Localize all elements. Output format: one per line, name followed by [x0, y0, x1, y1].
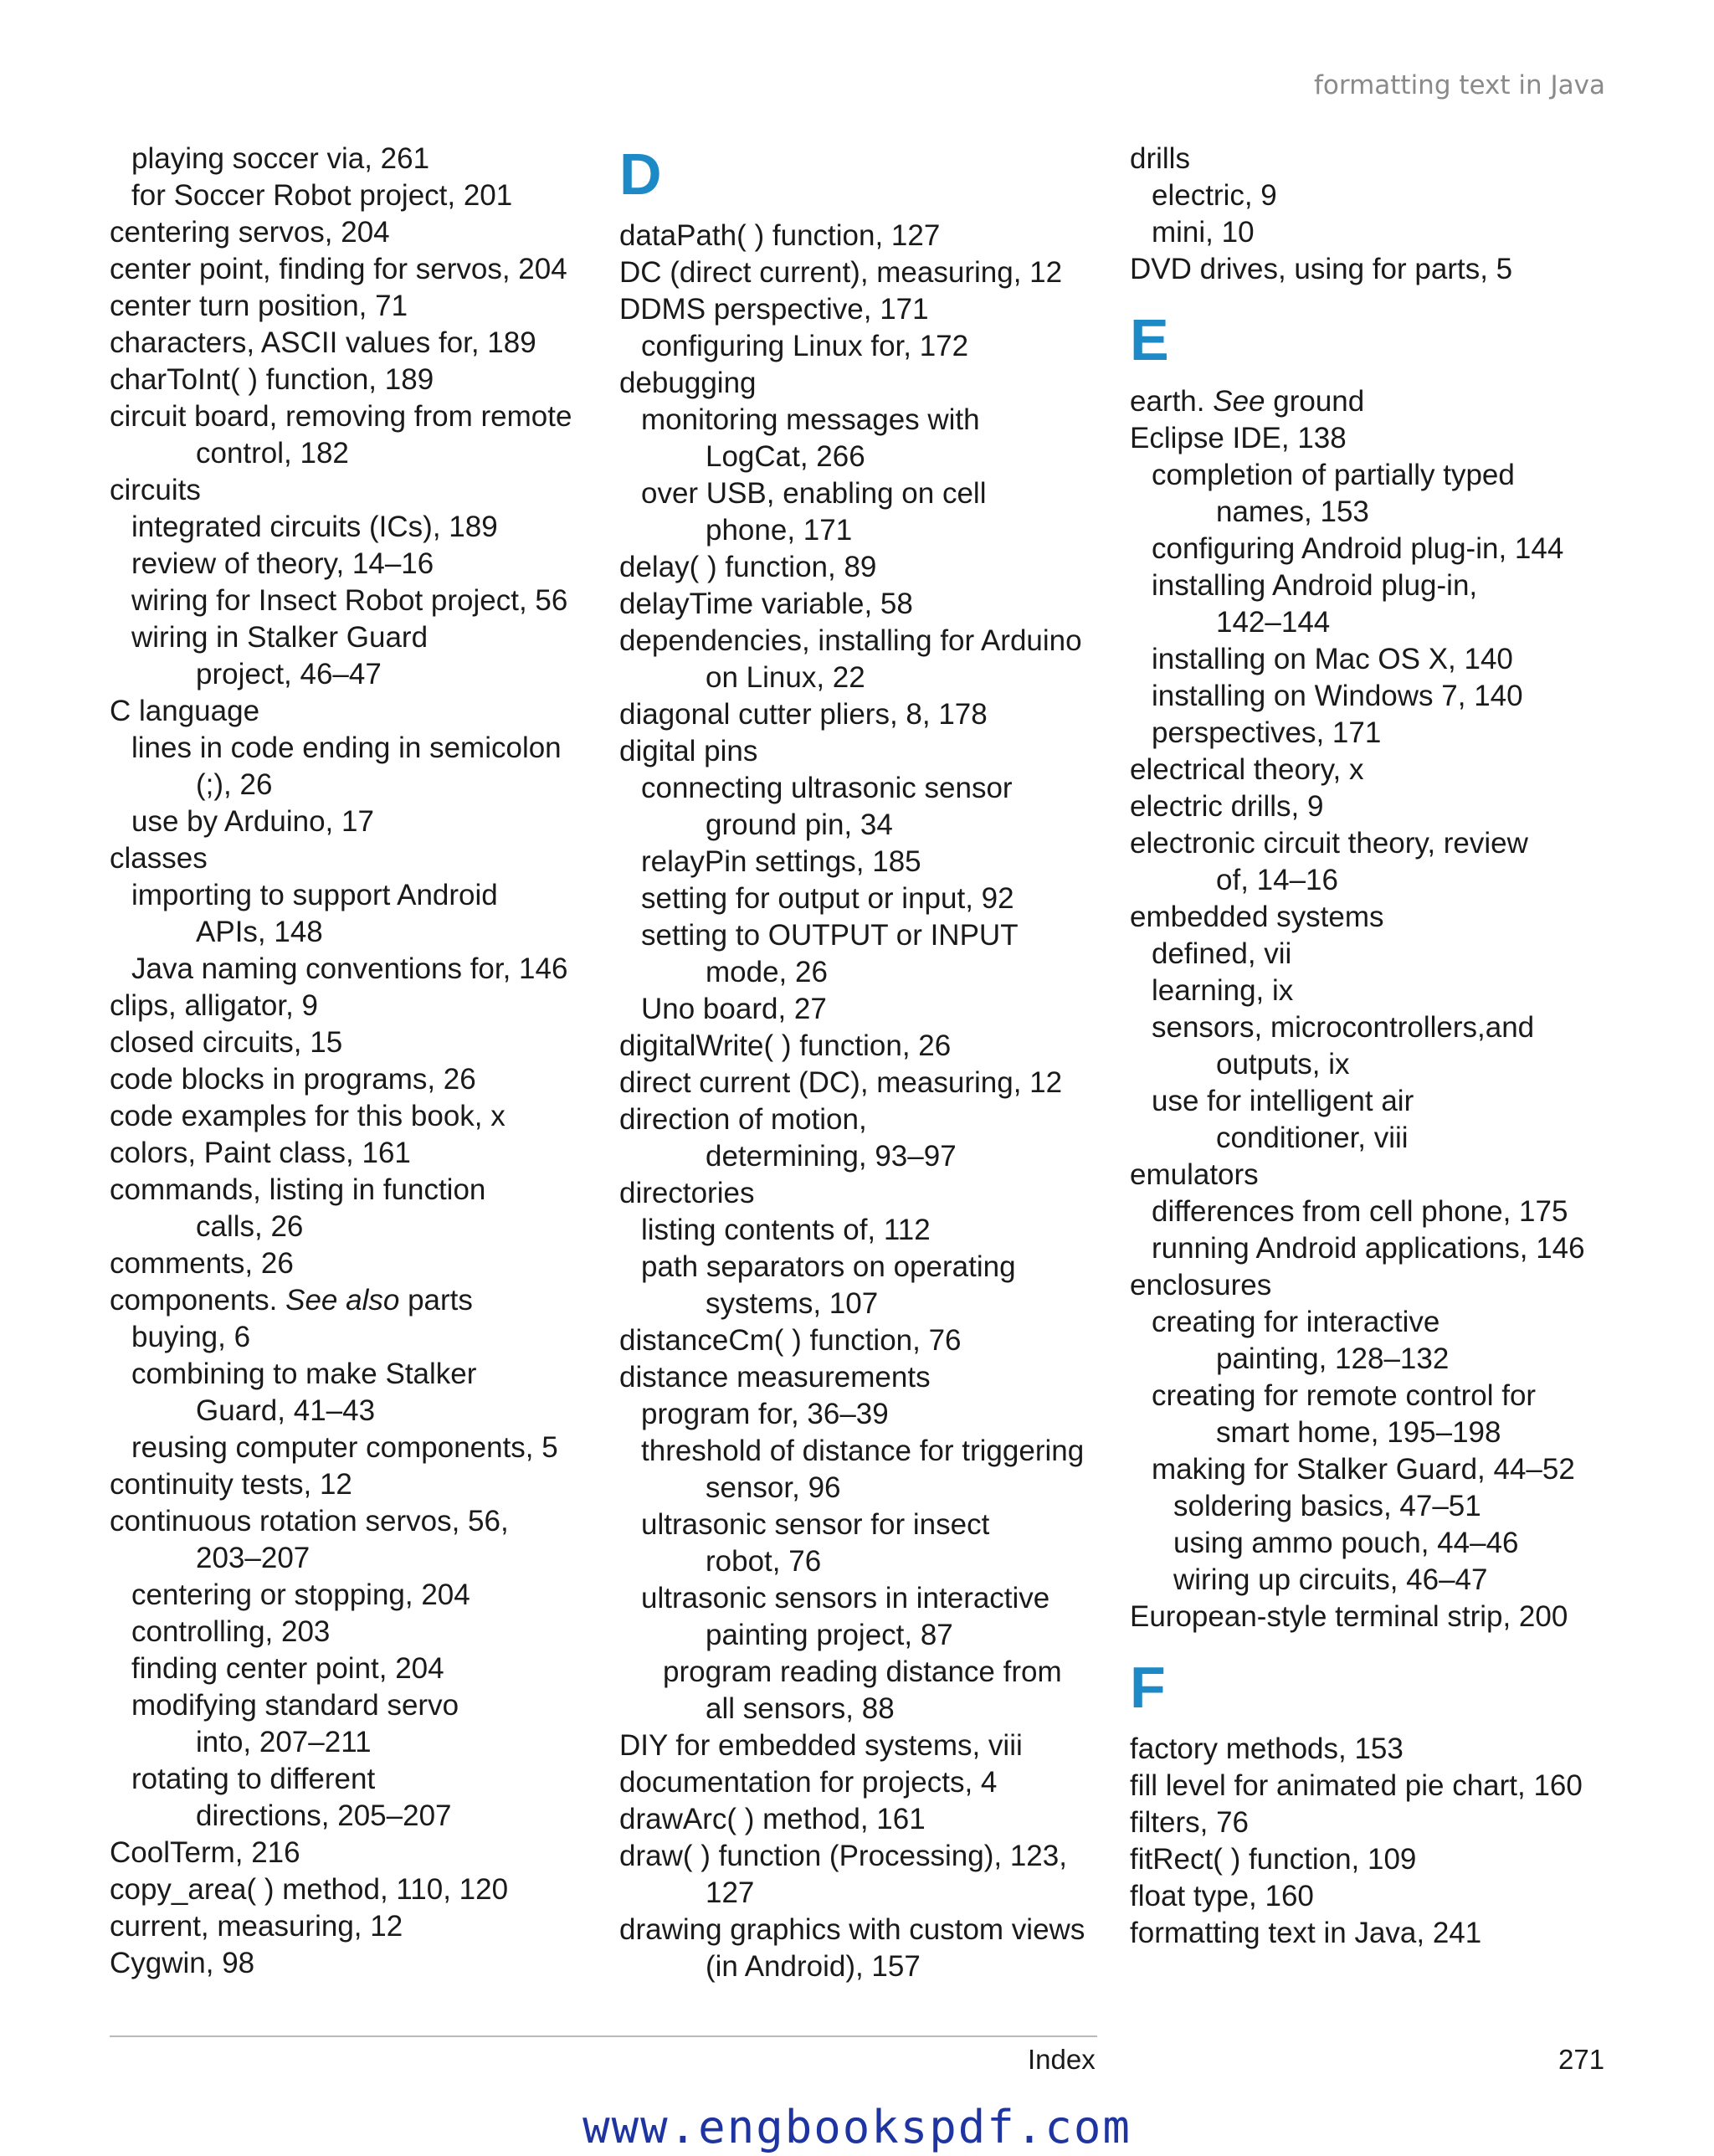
footer-section-label: Index [1028, 2044, 1096, 2075]
index-entry: fill level for animated pie chart, 160 [1130, 1769, 1583, 1802]
index-entry-continuation: smart home, 195–198 [1216, 1416, 1501, 1449]
index-entry: continuous rotation servos, 56, [110, 1505, 509, 1537]
index-entry: components. See also parts [110, 1284, 473, 1317]
index-subentry: sensors, microcontrollers,and [1152, 1011, 1535, 1044]
index-entry-continuation: sensor, 96 [706, 1471, 841, 1504]
index-entry: distanceCm( ) function, 76 [619, 1324, 962, 1357]
index-entry-continuation: names, 153 [1216, 495, 1369, 528]
index-entry-continuation: ground pin, 34 [706, 808, 893, 841]
index-subentry: modifying standard servo [131, 1689, 459, 1722]
index-entry: clips, alligator, 9 [110, 989, 319, 1022]
index-entry-continuation: (;), 26 [196, 768, 273, 801]
index-subentry: over USB, enabling on cell [641, 477, 987, 510]
index-entry: debugging [619, 367, 757, 399]
index-subentry: completion of partially typed [1152, 459, 1515, 491]
index-subentry: Java naming conventions for, 146 [131, 952, 568, 985]
index-subentry: Uno board, 27 [641, 993, 827, 1025]
index-column-3 [1130, 141, 1632, 1952]
index-entry: closed circuits, 15 [110, 1026, 343, 1059]
index-entry-continuation: Guard, 41–43 [196, 1394, 376, 1427]
index-subentry: lines in code ending in semicolon [131, 732, 562, 764]
section-letter-d: D [619, 141, 662, 207]
index-entry: current, measuring, 12 [110, 1910, 403, 1943]
index-entry: earth. See ground [1130, 385, 1365, 418]
index-subentry: setting to OUTPUT or INPUT [641, 919, 1019, 952]
index-subentry: review of theory, 14–16 [131, 547, 434, 580]
index-entry: digital pins [619, 735, 758, 767]
index-entry: colors, Paint class, 161 [110, 1137, 411, 1169]
index-entry-continuation: directions, 205–207 [196, 1799, 452, 1832]
index-subentry: rotating to different [131, 1763, 376, 1795]
index-subentry: ultrasonic sensors in interactive [641, 1582, 1050, 1614]
index-subentry: buying, 6 [131, 1321, 251, 1353]
index-entry-continuation: 203–207 [196, 1542, 310, 1574]
index-entry-continuation: (in Android), 157 [706, 1950, 921, 1983]
index-subentry: mini, 10 [1152, 216, 1255, 249]
index-subentry: making for Stalker Guard, 44–52 [1152, 1453, 1575, 1486]
index-subentry: installing on Windows 7, 140 [1152, 680, 1523, 712]
index-entry: enclosures [1130, 1269, 1272, 1301]
index-entry: directories [619, 1177, 755, 1209]
index-subentry: for Soccer Robot project, 201 [131, 179, 513, 212]
index-entry-continuation: APIs, 148 [196, 916, 323, 948]
section-letter-f: F [1130, 1655, 1166, 1720]
index-subentry: relayPin settings, 185 [641, 845, 921, 878]
index-subentry: creating for interactive [1152, 1306, 1440, 1338]
section-letter-e: E [1130, 307, 1169, 372]
index-subentry: wiring in Stalker Guard [131, 621, 428, 654]
index-subentry: using ammo pouch, 44–46 [1173, 1527, 1519, 1559]
index-entry-continuation: painting project, 87 [706, 1619, 953, 1651]
index-entry: commands, listing in function [110, 1173, 486, 1206]
index-subentry: running Android applications, 146 [1152, 1232, 1585, 1265]
index-entry: circuits [110, 474, 201, 506]
watermark-url[interactable]: www.engbookspdf.com [582, 2101, 1132, 2153]
index-entry: DVD drives, using for parts, 5 [1130, 253, 1513, 285]
index-subentry: monitoring messages with [641, 403, 980, 436]
index-column-1 [110, 141, 612, 1982]
index-entry-continuation: all sensors, 88 [706, 1692, 895, 1725]
running-head: formatting text in Java [1313, 70, 1605, 100]
index-subentry: ultrasonic sensor for insect [641, 1508, 990, 1541]
index-entry: emulators [1130, 1158, 1259, 1191]
index-entry: C language [110, 695, 260, 727]
index-entry: fitRect( ) function, 109 [1130, 1843, 1417, 1876]
index-entry: documentation for projects, 4 [619, 1766, 998, 1799]
index-subentry: playing soccer via, 261 [131, 142, 430, 175]
index-entry-continuation: mode, 26 [706, 956, 828, 988]
index-entry-continuation: conditioner, viii [1216, 1122, 1409, 1154]
index-subentry: importing to support Android [131, 879, 498, 911]
index-entry-continuation: LogCat, 266 [706, 440, 865, 473]
index-entry: comments, 26 [110, 1247, 294, 1280]
index-subentry: defined, vii [1152, 937, 1292, 970]
index-subentry: differences from cell phone, 175 [1152, 1195, 1568, 1228]
index-subentry: setting for output or input, 92 [641, 882, 1014, 915]
index-entry: DIY for embedded systems, viii [619, 1729, 1023, 1762]
index-subentry: learning, ix [1152, 974, 1294, 1007]
index-entry: formatting text in Java, 241 [1130, 1917, 1482, 1949]
index-entry: circuit board, removing from remote [110, 400, 572, 433]
index-subentry: creating for remote control for [1152, 1379, 1537, 1412]
index-entry: DC (direct current), measuring, 12 [619, 256, 1063, 289]
index-entry: drills [1130, 142, 1190, 175]
index-subentry: program reading distance from [663, 1656, 1062, 1688]
index-subentry: use by Arduino, 17 [131, 805, 374, 838]
index-entry: direction of motion, [619, 1103, 867, 1136]
index-entry: drawing graphics with custom views [619, 1913, 1085, 1946]
index-entry: Cygwin, 98 [110, 1947, 255, 1979]
index-entry: center point, finding for servos, 204 [110, 253, 567, 285]
index-entry: characters, ASCII values for, 189 [110, 326, 536, 359]
index-entry: direct current (DC), measuring, 12 [619, 1066, 1063, 1099]
index-entry: dependencies, installing for Arduino [619, 624, 1082, 657]
index-subentry: path separators on operating [641, 1250, 1016, 1283]
index-entry: factory methods, 153 [1130, 1732, 1404, 1765]
index-entry: charToInt( ) function, 189 [110, 363, 434, 396]
index-subentry: wiring up circuits, 46–47 [1173, 1563, 1488, 1596]
index-entry: code examples for this book, x [110, 1100, 505, 1132]
index-entry-continuation: of, 14–16 [1216, 864, 1338, 896]
index-subentry: integrated circuits (ICs), 189 [131, 511, 498, 543]
index-entry: code blocks in programs, 26 [110, 1063, 476, 1096]
index-subentry: program for, 36–39 [641, 1398, 889, 1430]
footer-rule [110, 2035, 1097, 2037]
index-entry-continuation: into, 207–211 [196, 1726, 372, 1758]
index-subentry: configuring Android plug-in, 144 [1152, 532, 1564, 565]
index-subentry: wiring for Insect Robot project, 56 [131, 584, 568, 617]
index-entry: draw( ) function (Processing), 123, [619, 1840, 1067, 1872]
index-entry: delay( ) function, 89 [619, 551, 877, 583]
index-subentry: electric, 9 [1152, 179, 1277, 212]
index-subentry: combining to make Stalker [131, 1358, 477, 1390]
index-subentry: use for intelligent air [1152, 1085, 1414, 1117]
index-entry-continuation: calls, 26 [196, 1210, 304, 1243]
index-entry: CoolTerm, 216 [110, 1836, 300, 1869]
index-entry: classes [110, 842, 208, 875]
index-entry: centering servos, 204 [110, 216, 390, 249]
index-entry: drawArc( ) method, 161 [619, 1803, 926, 1835]
index-entry: electrical theory, x [1130, 753, 1364, 786]
index-entry: float type, 160 [1130, 1880, 1314, 1912]
index-entry-continuation: phone, 171 [706, 514, 853, 547]
index-subentry: finding center point, 204 [131, 1652, 444, 1685]
page-number: 271 [1558, 2044, 1605, 2075]
index-entry: dataPath( ) function, 127 [619, 219, 941, 252]
index-subentry: soldering basics, 47–51 [1173, 1490, 1481, 1522]
index-entry: Eclipse IDE, 138 [1130, 422, 1347, 454]
index-entry: delayTime variable, 58 [619, 588, 913, 620]
index-entry: electronic circuit theory, review [1130, 827, 1528, 860]
index-column-2 [619, 141, 1121, 1985]
index-entry-continuation: systems, 107 [706, 1287, 879, 1320]
index-subentry: installing Android plug-in, [1152, 569, 1478, 602]
index-entry-continuation: outputs, ix [1216, 1048, 1350, 1081]
index-subentry: centering or stopping, 204 [131, 1578, 470, 1611]
index-entry: continuity tests, 12 [110, 1468, 352, 1501]
index-entry: electric drills, 9 [1130, 790, 1324, 823]
index-subentry: reusing computer components, 5 [131, 1431, 558, 1464]
index-entry-continuation: robot, 76 [706, 1545, 822, 1578]
index-entry-continuation: 142–144 [1216, 606, 1331, 639]
index-entry: distance measurements [619, 1361, 931, 1394]
index-subentry: configuring Linux for, 172 [641, 330, 969, 362]
index-subentry: connecting ultrasonic sensor [641, 772, 1013, 804]
index-entry: embedded systems [1130, 901, 1384, 933]
index-entry-continuation: control, 182 [196, 437, 349, 470]
index-subentry: controlling, 203 [131, 1615, 331, 1648]
index-entry-continuation: 127 [706, 1876, 755, 1909]
index-entry-continuation: determining, 93–97 [706, 1140, 957, 1173]
index-entry: DDMS perspective, 171 [619, 293, 929, 326]
index-entry-continuation: project, 46–47 [196, 658, 382, 690]
index-entry: European-style terminal strip, 200 [1130, 1600, 1568, 1633]
index-entry-continuation: painting, 128–132 [1216, 1342, 1450, 1375]
index-entry: copy_area( ) method, 110, 120 [110, 1873, 509, 1906]
index-entry: digitalWrite( ) function, 26 [619, 1029, 952, 1062]
index-subentry: installing on Mac OS X, 140 [1152, 643, 1513, 675]
index-subentry: threshold of distance for triggering [641, 1435, 1085, 1467]
index-subentry: perspectives, 171 [1152, 716, 1382, 749]
index-entry: filters, 76 [1130, 1806, 1249, 1839]
index-entry-continuation: on Linux, 22 [706, 661, 865, 694]
index-entry: diagonal cutter pliers, 8, 178 [619, 698, 988, 731]
index-subentry: listing contents of, 112 [641, 1214, 931, 1246]
index-entry: center turn position, 71 [110, 290, 408, 322]
